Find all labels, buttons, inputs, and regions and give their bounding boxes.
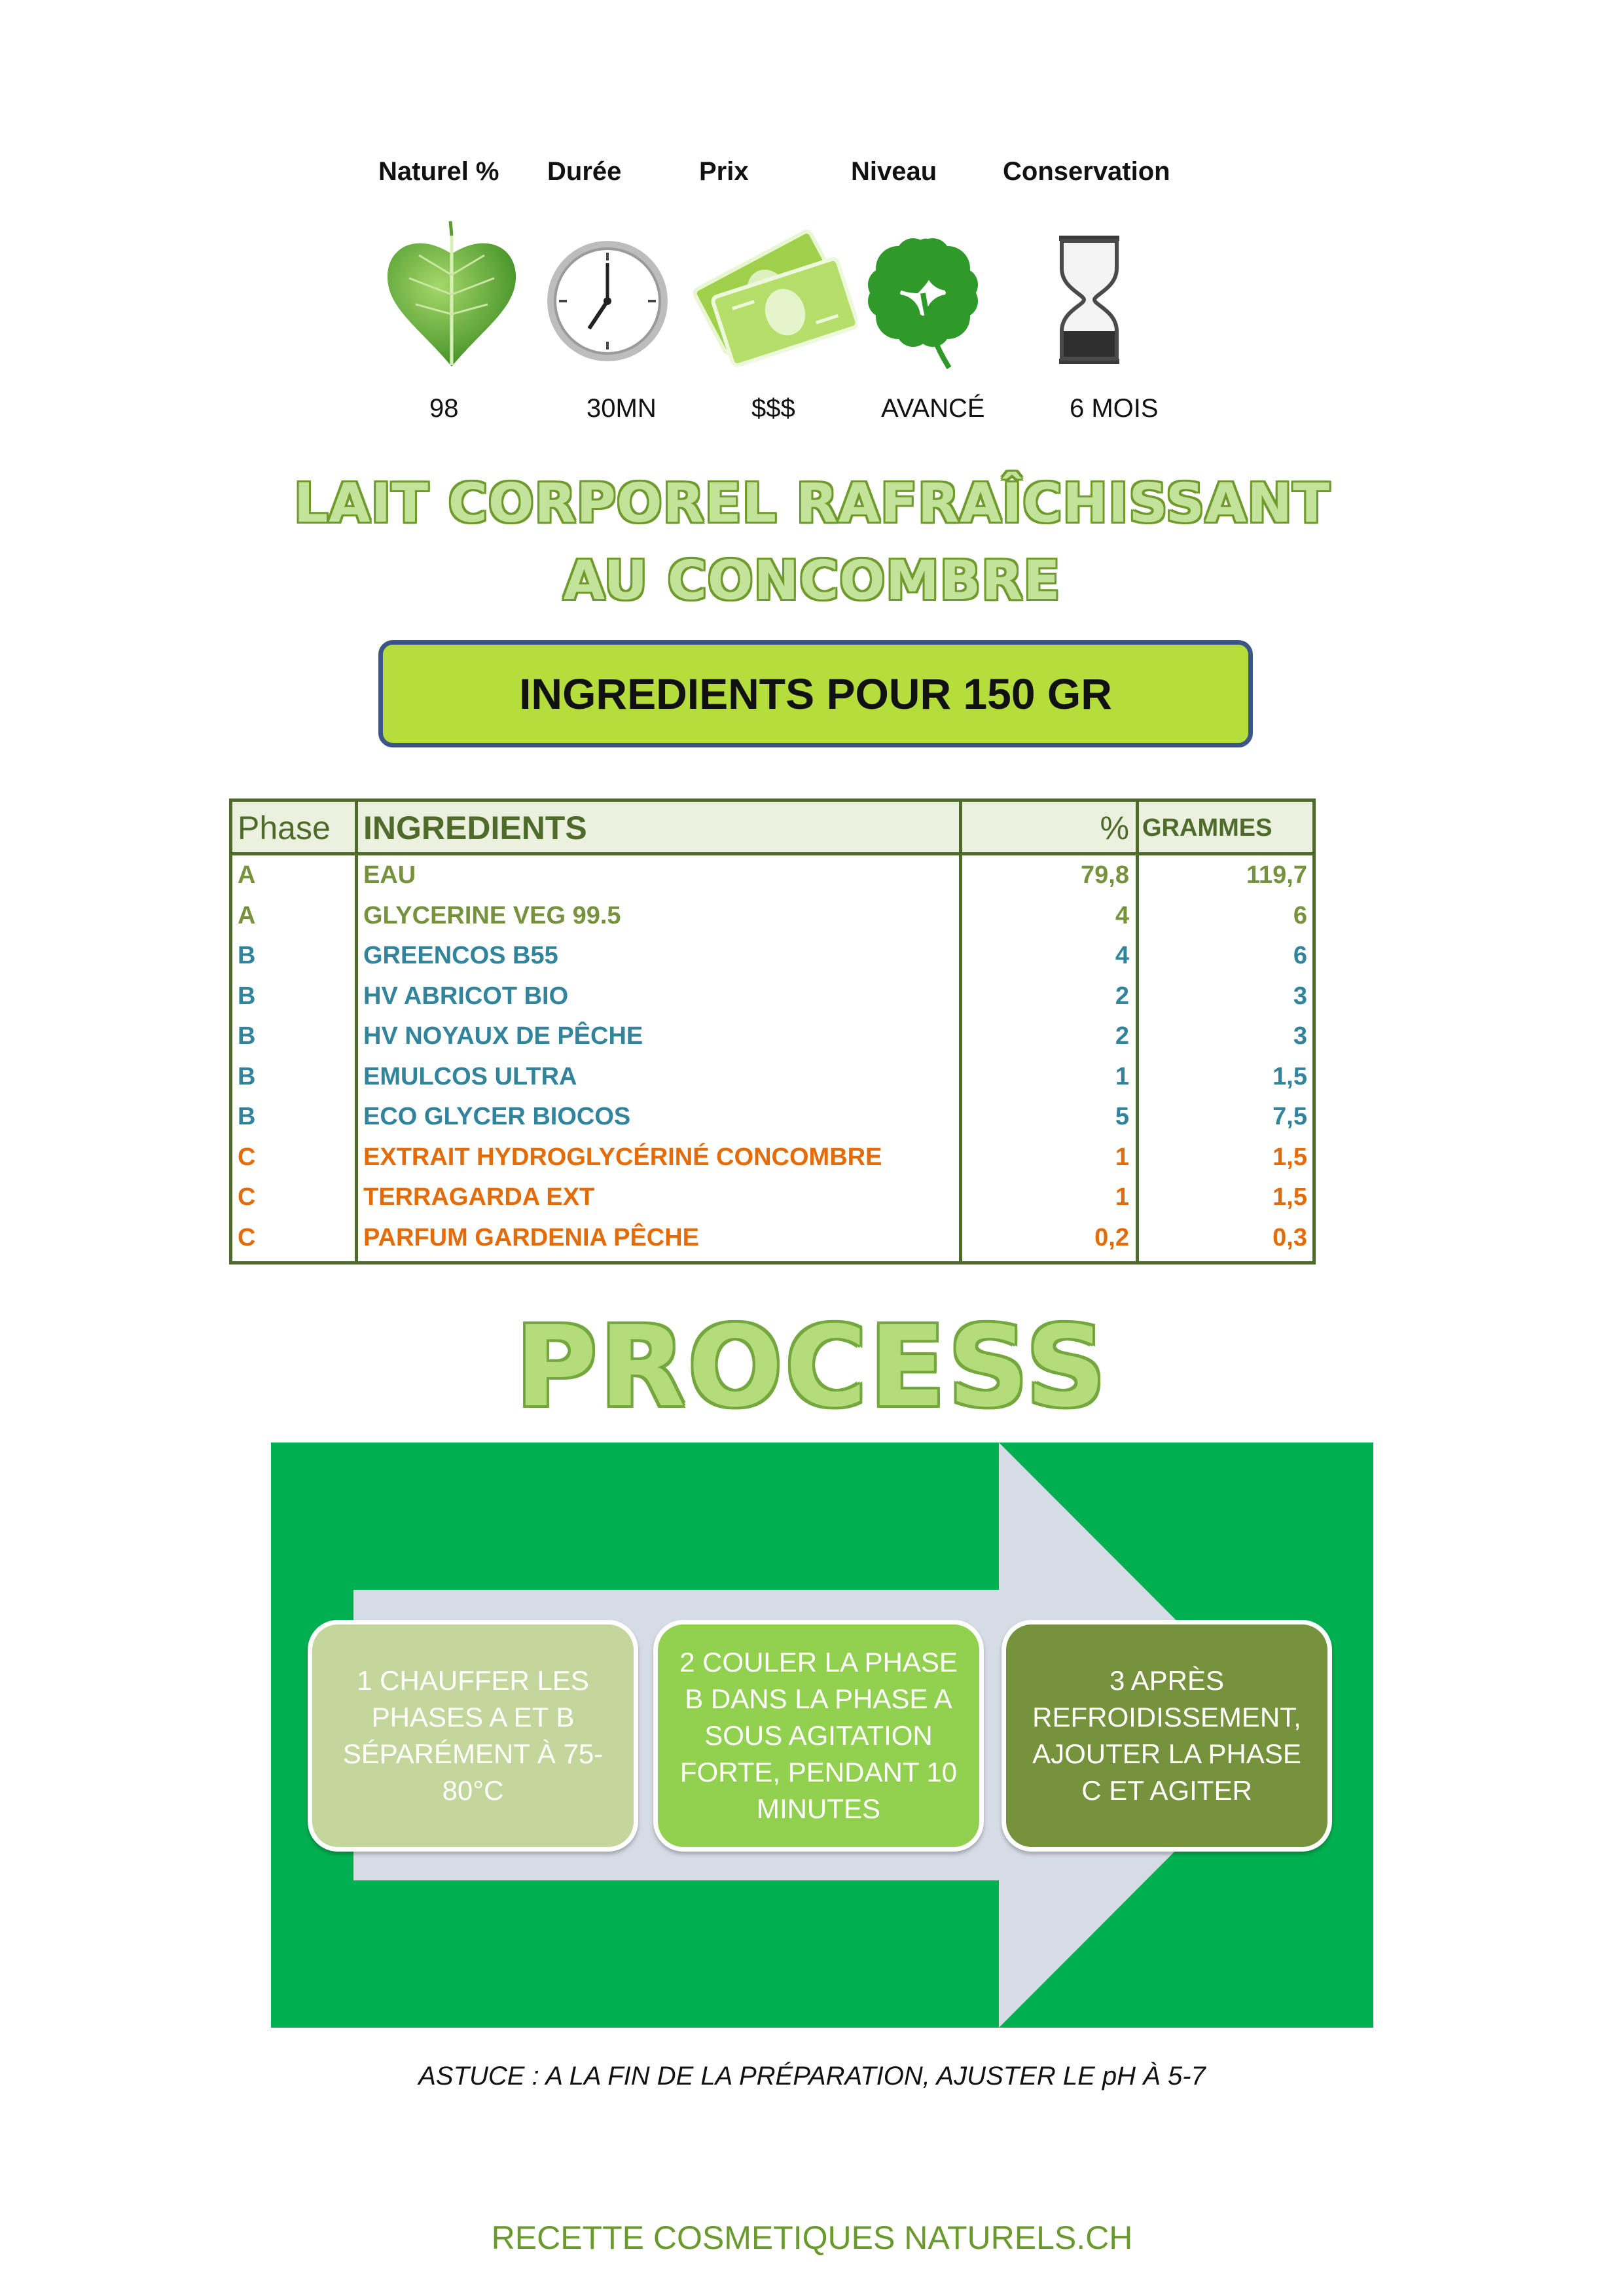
- stat-value-prix: $$$: [751, 394, 795, 423]
- table-row: [232, 896, 1312, 937]
- stat-value-niveau: AVANCÉ: [881, 394, 985, 423]
- clock-icon: [535, 216, 679, 373]
- hourglass-icon: [1013, 216, 1157, 373]
- ingredient-cell: EXTRAIT HYDROGLYCÉRINÉ CONCOMBRE: [363, 1143, 882, 1171]
- table-row: [232, 855, 1312, 896]
- grams-cell: 119,7: [1246, 861, 1307, 889]
- phase-cell: A: [238, 861, 256, 889]
- percent-cell: 4: [1115, 942, 1129, 969]
- ingredient-cell: HV NOYAUX DE PÊCHE: [363, 1022, 643, 1050]
- phase-cell: A: [238, 901, 256, 929]
- stat-value-naturel: 98: [429, 394, 459, 423]
- ingredient-cell: GREENCOS B55: [363, 942, 558, 969]
- percent-cell: 2: [1115, 982, 1129, 1010]
- percent-cell: 4: [1115, 901, 1129, 929]
- table-row: [232, 936, 1312, 977]
- phase-cell: B: [238, 1022, 256, 1050]
- phase-cell: C: [238, 1223, 256, 1251]
- recipe-title-line1: LAIT CORPOREL RAFRAÎCHISSANT: [294, 473, 1330, 535]
- header-phase: Phase: [238, 810, 331, 846]
- table-row: [232, 1016, 1312, 1057]
- percent-cell: 79,8: [1081, 861, 1129, 889]
- table-header: [232, 802, 1312, 855]
- grams-cell: 1,5: [1272, 1143, 1307, 1171]
- stat-label-prix: Prix: [699, 157, 749, 186]
- stat-label-niveau: Niveau: [851, 157, 937, 186]
- stat-value-conservation: 6 MOIS: [1070, 394, 1159, 423]
- phase-cell: C: [238, 1143, 256, 1171]
- recipe-title-line2: AU CONCOMBRE: [563, 550, 1061, 612]
- table-row: [232, 1057, 1312, 1098]
- phase-cell: B: [238, 1103, 256, 1130]
- ingredient-cell: TERRAGARDA EXT: [363, 1183, 595, 1211]
- table-row: [232, 1138, 1312, 1178]
- stat-label-conservation: Conservation: [1003, 157, 1170, 186]
- table-row: [232, 1097, 1312, 1138]
- process-step-2: 2 COULER LA PHASE B DANS LA PHASE A SOUS AGITATION FORTE, PENDANT 10 MINUTES: [653, 1620, 984, 1852]
- header-grams: GRAMMES: [1142, 814, 1272, 842]
- footer-credit: RECETTE COSMETIQUES NATURELS.CH: [491, 2219, 1133, 2256]
- percent-cell: 5: [1115, 1103, 1129, 1130]
- ingredient-cell: EMULCOS ULTRA: [363, 1062, 577, 1090]
- grams-cell: 3: [1293, 1022, 1307, 1050]
- stat-label-naturel: Naturel %: [378, 157, 499, 186]
- leaf-icon: [380, 216, 524, 373]
- clover-icon: [851, 216, 995, 373]
- stat-label-duree: Durée: [547, 157, 622, 186]
- percent-cell: 1: [1115, 1062, 1129, 1090]
- grams-cell: 6: [1293, 942, 1307, 969]
- ingredient-cell: ECO GLYCER BIOCOS: [363, 1103, 631, 1130]
- phase-cell: B: [238, 1062, 256, 1090]
- phase-cell: B: [238, 942, 256, 969]
- header-ingredients: INGREDIENTS: [363, 810, 587, 846]
- phase-cell: C: [238, 1183, 256, 1211]
- percent-cell: 0,2: [1094, 1223, 1129, 1251]
- table-row: [232, 977, 1312, 1017]
- ingredient-cell: PARFUM GARDENIA PÊCHE: [363, 1223, 700, 1251]
- ingredient-cell: GLYCERINE VEG 99.5: [363, 901, 621, 929]
- process-title: PROCESS: [515, 1302, 1109, 1432]
- grams-cell: 1,5: [1272, 1062, 1307, 1090]
- table-row: [232, 1218, 1312, 1259]
- grams-cell: 6: [1293, 901, 1307, 929]
- grams-cell: 7,5: [1272, 1103, 1307, 1130]
- percent-cell: 2: [1115, 1022, 1129, 1050]
- process-step-1: 1 CHAUFFER LES PHASES A ET B SÉPARÉMENT À 75-80°C: [308, 1620, 638, 1852]
- header-percent: %: [1100, 810, 1129, 846]
- grams-cell: 1,5: [1272, 1183, 1307, 1211]
- phase-cell: B: [238, 982, 256, 1010]
- money-icon: [687, 216, 857, 373]
- ingredient-cell: HV ABRICOT BIO: [363, 982, 569, 1010]
- percent-cell: 1: [1115, 1143, 1129, 1171]
- grams-cell: 3: [1293, 982, 1307, 1010]
- ingredients-table: [229, 798, 1316, 1265]
- ingredient-cell: EAU: [363, 861, 416, 889]
- grams-cell: 0,3: [1272, 1223, 1307, 1251]
- table-row: [232, 1177, 1312, 1218]
- tip-note: ASTUCE : A LA FIN DE LA PRÉPARATION, AJUSTER LE pH À 5-7: [418, 2062, 1206, 2090]
- stat-value-duree: 30MN: [586, 394, 657, 423]
- ingredients-banner: INGREDIENTS POUR 150 GR: [378, 640, 1253, 747]
- process-step-3: 3 APRÈS REFROIDISSEMENT, AJOUTER LA PHASE C ET AGITER: [1001, 1620, 1332, 1852]
- percent-cell: 1: [1115, 1183, 1129, 1211]
